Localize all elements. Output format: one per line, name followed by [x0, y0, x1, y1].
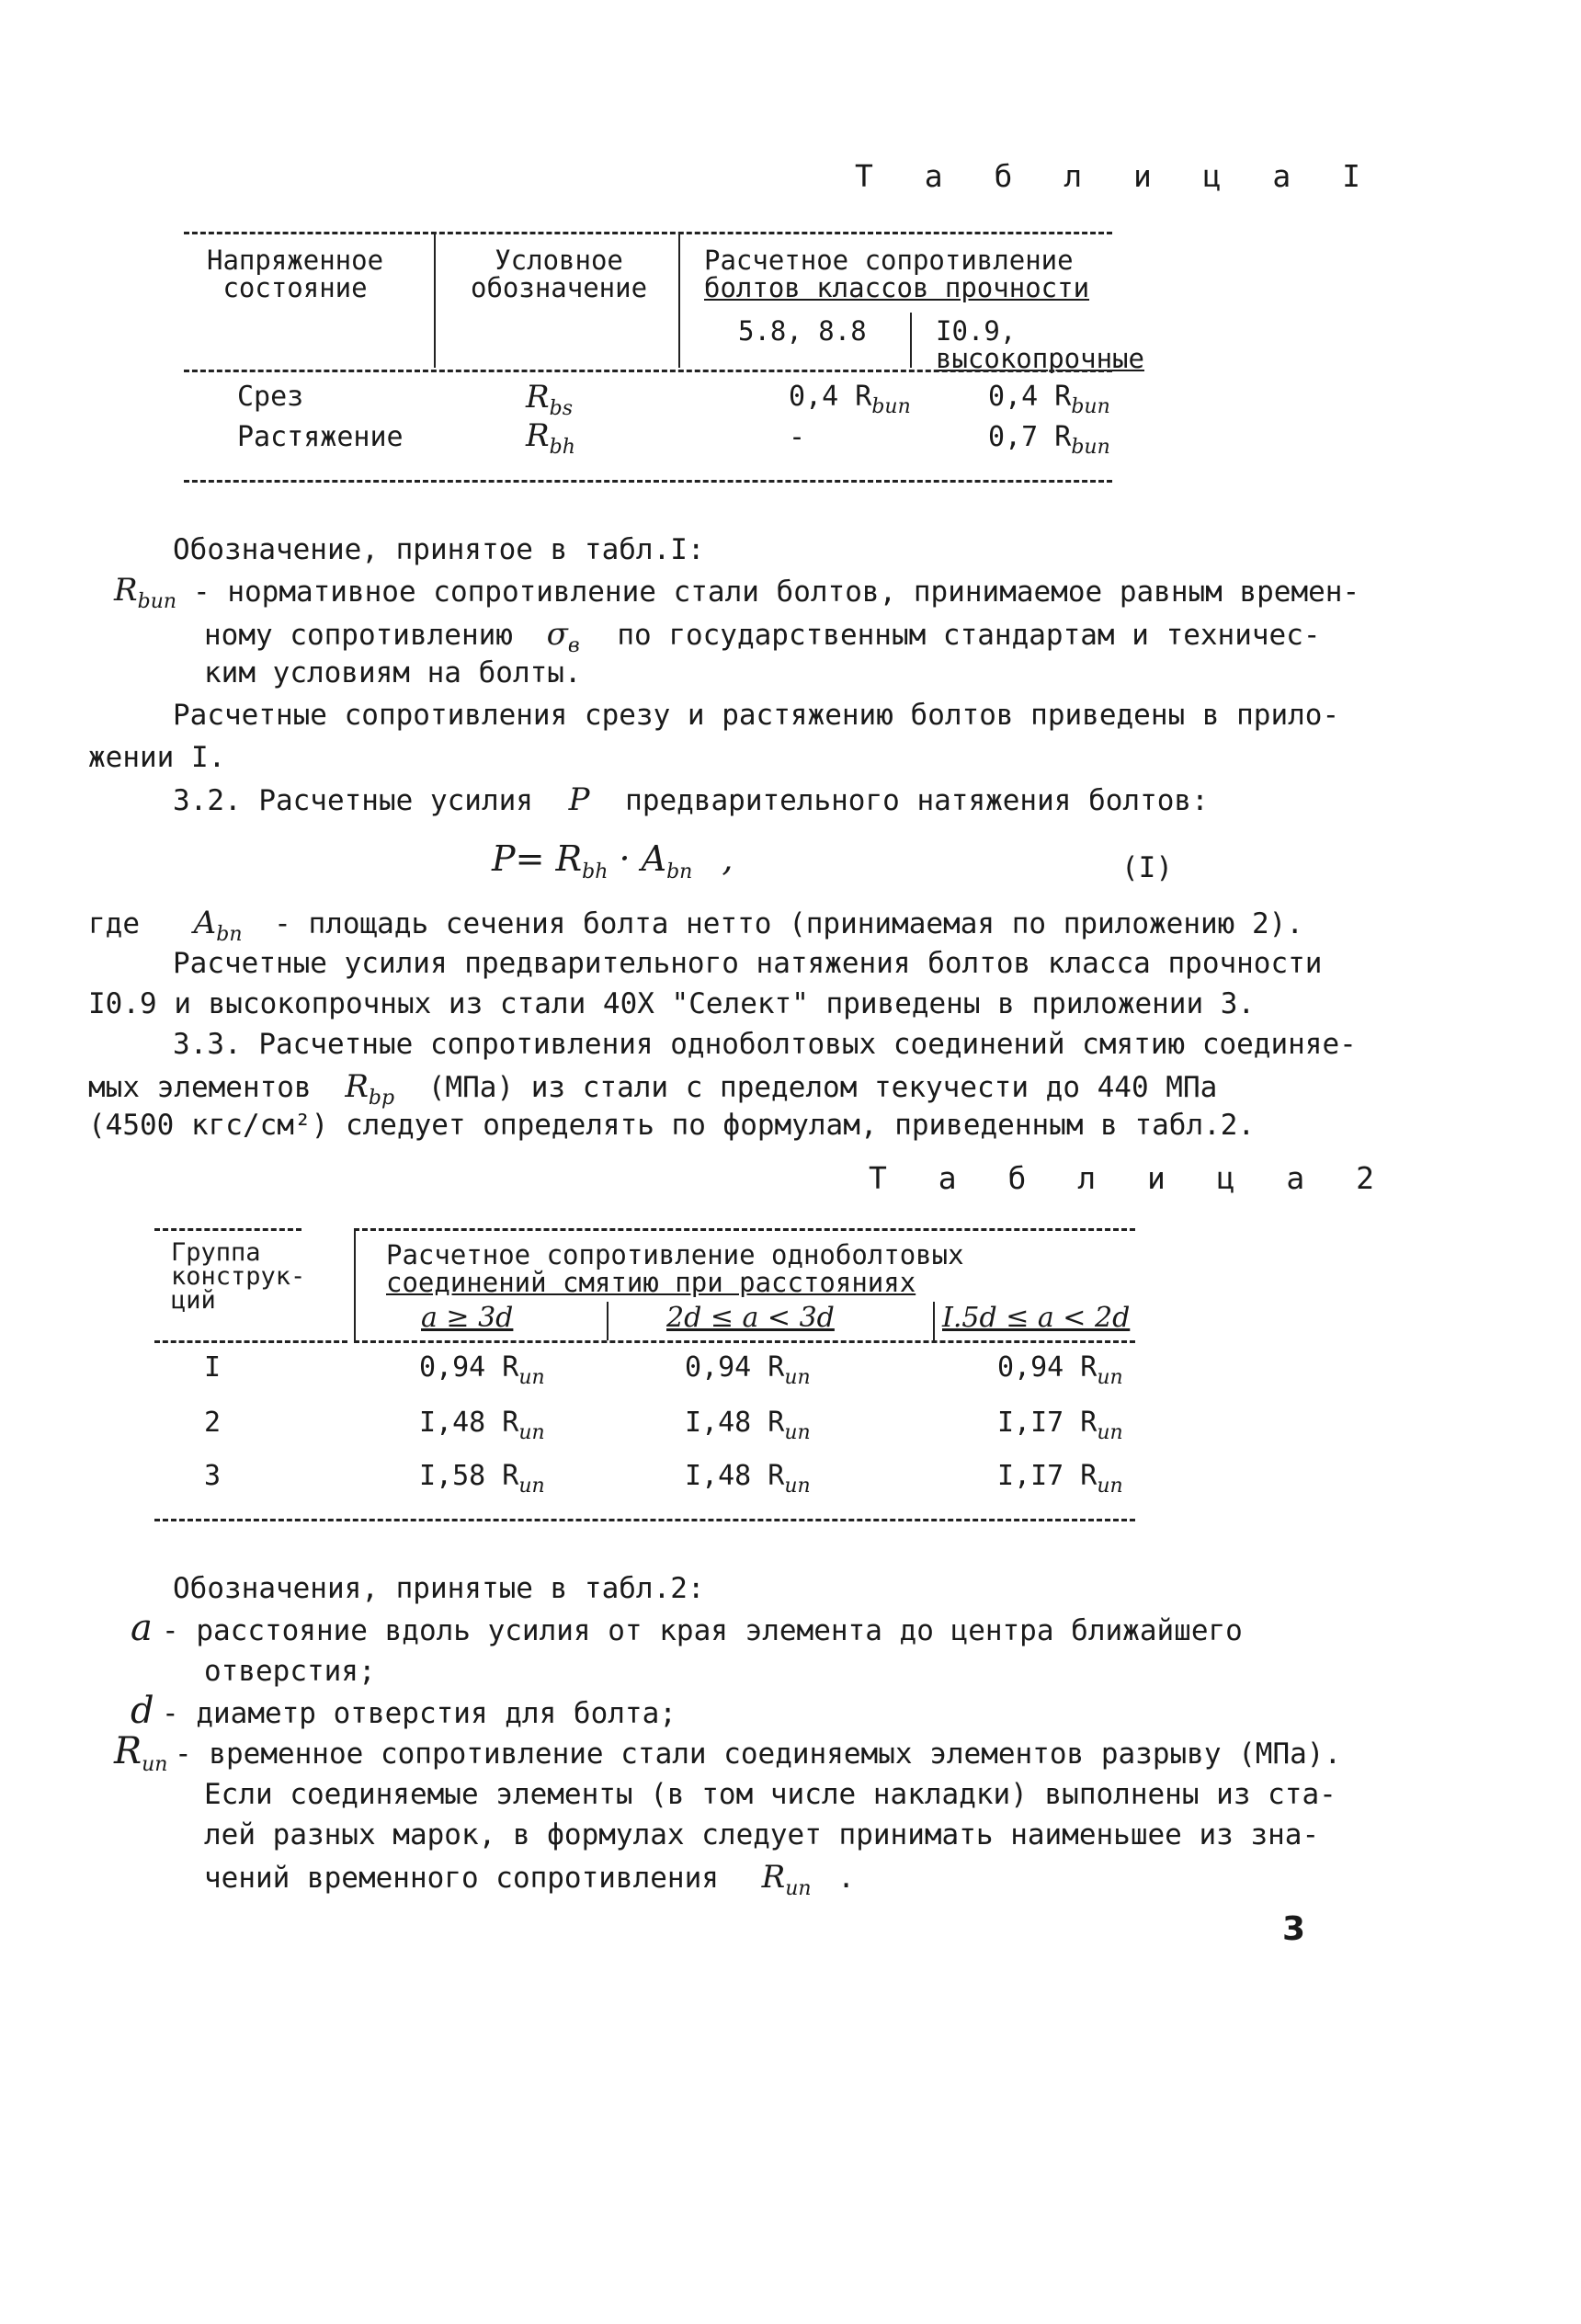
a-def-line2: отверстия; [204, 1655, 376, 1688]
para2 [173, 781, 1209, 818]
table2-header-group-line1: Группа [171, 1238, 261, 1267]
table2-header-rule-left [154, 1340, 347, 1343]
where-symbol [193, 905, 243, 946]
table1-row1-symbol-sub: bs [549, 397, 573, 420]
table2-header-group [171, 1238, 306, 1315]
rbun-symbol-sub: bun [137, 590, 177, 613]
table2-row2-c1 [419, 1407, 545, 1444]
table2-caption: Т а б л и ц а 2 [869, 1160, 1392, 1196]
para1-line1: Расчетные сопротивления срезу и растяжению болтов приведены в прило- [173, 699, 1340, 732]
where-symbol-main: A [193, 905, 217, 941]
table2-row2-c2-sub: un [784, 1421, 811, 1444]
para4-symbol-sub: bp [368, 1087, 395, 1110]
para4-line3: (4500 кгс/см²) следует определять по формулам, приведенным в табл.2. [88, 1109, 1256, 1142]
table2-row3-c2-sub: un [784, 1475, 811, 1498]
table1-row2-b-sub: bun [1071, 436, 1110, 459]
table1-divider-2 [678, 232, 680, 368]
table1-header-state-line1: Напряженное [207, 245, 384, 276]
table1-row1-a-sub: bun [871, 395, 911, 418]
table1-note-title: Обозначение, принятое в табл.I: [173, 533, 705, 566]
table2-row1-c1-sub: un [518, 1366, 545, 1389]
run-def-line2: Если соединяемые элементы (в том числе накладки) выполнены из ста- [204, 1778, 1336, 1811]
para2-b: предварительного натяжения болтов: [625, 784, 1209, 817]
table2-row2-c3-main: I,I7 R [997, 1407, 1098, 1439]
sigma-symbol [546, 616, 580, 657]
para4-line2-a: мых элементов [88, 1071, 312, 1104]
formula-1-number: (I) [1121, 851, 1173, 884]
table2-row3-c3-main: I,I7 R [997, 1460, 1098, 1492]
table2-row1-c2 [685, 1351, 811, 1389]
table2-row1-c3 [997, 1351, 1123, 1389]
rbun-def-line3: ким условиям на болты. [204, 656, 582, 689]
formula-1 [492, 838, 734, 883]
table2-divider-1 [354, 1228, 356, 1340]
table1-row2-b-main: 0,7 R [988, 421, 1072, 453]
rbun-symbol-main: R [114, 572, 138, 609]
table1-header-symbol-line2: обозначение [471, 272, 648, 303]
rbun-def-line2-b: по государственным стандартам и техничес- [617, 619, 1321, 652]
d-symbol: d [131, 1690, 154, 1732]
table2-row3-c1 [419, 1460, 545, 1498]
run-def-line1: - временное сопротивление стали соединяемых элементов разрыву (МПа). [175, 1737, 1342, 1771]
table1-header-state [207, 246, 383, 302]
table2-row3-c2-main: I,48 R [685, 1460, 785, 1492]
rbun-symbol [114, 572, 176, 613]
table2-row1-group: I [204, 1351, 222, 1384]
table1-row1-state: Срез [237, 381, 304, 413]
table2-row1-c2-sub: un [784, 1366, 811, 1389]
table1-row1-b-sub: bun [1071, 395, 1110, 418]
sigma-symbol-sub: в [567, 634, 580, 657]
table1-header-class-a: 5.8, 8.8 [738, 315, 867, 347]
para3-line2: I0.9 и высокопрочных из стали 40Х "Селект" приведены в приложении 3. [88, 987, 1256, 1020]
table1-header-symbol [471, 246, 647, 302]
table1-row1-b [988, 381, 1110, 418]
run-symbol [114, 1730, 167, 1776]
table2-header-resistance [386, 1241, 964, 1296]
table2-row2-c2-main: I,48 R [685, 1407, 785, 1439]
para3-line1: Расчетные усилия предварительного натяжения болтов класса прочности [173, 947, 1323, 980]
table1-row2-b [988, 421, 1110, 459]
table1-caption: Т а б л и ц а I [855, 158, 1378, 194]
run-def-line3: лей разных марок, в формулах следует принимать наименьшее из зна- [204, 1818, 1320, 1851]
page-number: 3 [1282, 1910, 1306, 1948]
where-b: - площадь сечения болта нетто (принимаемая по приложению 2). [274, 907, 1303, 940]
formula-1-mid: · A [608, 838, 667, 879]
table1-row1-a [789, 381, 911, 418]
table2-header-resistance-line2 [386, 1269, 964, 1296]
rbun-def-line1: - нормативное сопротивление стали болтов, принимаемое равным времен- [193, 575, 1360, 609]
table1-header-resistance [704, 246, 1089, 302]
table1-header-rule [184, 370, 1112, 372]
where-a: где [88, 907, 140, 940]
table2-row3-group: 3 [204, 1460, 222, 1492]
table1-header-class-b-line2-text: высокопрочные [936, 343, 1144, 374]
table1-header-resistance-line2-text: болтов классов прочности [704, 272, 1090, 303]
table1-row1-symbol [526, 379, 573, 420]
table1-row1-symbol-main: R [526, 379, 550, 416]
table2-header-col1: a ≥ 3d [421, 1302, 514, 1334]
a-def-line1: - расстояние вдоль усилия от края элемента до центра ближайшего [162, 1614, 1243, 1647]
table1-bottom-rule [184, 480, 1112, 483]
table2-header-resistance-line2-text: соединений смятию при расстояниях [386, 1267, 916, 1298]
para4-line1: 3.3. Расчетные сопротивления одноболтовых соединений смятию соединяе- [173, 1028, 1357, 1061]
formula-1-sub2: bn [666, 860, 693, 883]
table2-row3-c3 [997, 1460, 1123, 1498]
table1-header-resistance-line1: Расчетное сопротивление [704, 245, 1074, 276]
para4-symbol-main: R [345, 1068, 369, 1105]
para4-symbol [345, 1068, 395, 1110]
rbun-def-line2 [204, 616, 1321, 657]
sigma-symbol-main: σ [546, 616, 568, 653]
table2-row3-c3-sub: un [1097, 1475, 1123, 1498]
run-def-line4 [204, 1859, 855, 1900]
table2-header-col3: I.5d ≤ a < 2d [942, 1302, 1131, 1334]
table2-top-rule-right [354, 1228, 1135, 1231]
table1-top-rule [184, 232, 1112, 234]
table2-note-title: Обозначения, принятые в табл.2: [173, 1572, 705, 1605]
table2-header-col2: 2d ≤ a < 3d [666, 1302, 835, 1334]
table2-row3-c1-main: I,58 R [419, 1460, 519, 1492]
table1-row2-symbol [526, 417, 575, 459]
formula-1-sub1: bh [582, 860, 609, 883]
table2-row2-c2 [685, 1407, 811, 1444]
run-def-symbol [761, 1859, 812, 1900]
table1-header-state-line2: состояние [222, 272, 368, 303]
run-symbol-main: R [114, 1730, 142, 1772]
para4-line2 [88, 1068, 1217, 1110]
run-def-symbol-main: R [761, 1859, 786, 1896]
formula-1-lhs: P= R [492, 838, 583, 879]
run-def-line4-text: чений временного сопротивления [204, 1862, 719, 1895]
table2-row2-c1-sub: un [518, 1421, 545, 1444]
table1-row2-state: Растяжение [237, 421, 404, 453]
run-def-tail: . [837, 1862, 855, 1895]
table1-row1-a-main: 0,4 R [789, 381, 872, 413]
para2-symbol: P [568, 781, 590, 818]
table2-row1-c3-main: 0,94 R [997, 1351, 1098, 1384]
rbun-def-line2-a: ному сопротивлению [204, 619, 513, 652]
table2-header-group-line3: ций [171, 1286, 216, 1315]
table1-header-symbol-line1: Условное [495, 245, 623, 276]
table2-header-rule-right [354, 1340, 1135, 1343]
table1-header-resistance-line2 [704, 274, 1089, 302]
table2-row3-c1-sub: un [518, 1475, 545, 1498]
table2-bottom-rule [154, 1519, 1135, 1521]
table2-row1-c1 [419, 1351, 545, 1389]
table1-row1-b-main: 0,4 R [988, 381, 1072, 413]
where-symbol-sub: bn [216, 923, 243, 946]
table2-row2-c3-sub: un [1097, 1421, 1123, 1444]
para1-line2: жении I. [88, 741, 226, 774]
table1-divider-1 [434, 232, 436, 368]
table2-header-resistance-line1: Расчетное сопротивление одноболтовых [386, 1239, 964, 1270]
table2-row2-group: 2 [204, 1407, 222, 1439]
table1-row2-symbol-sub: bh [549, 436, 575, 459]
table2-row2-c3 [997, 1407, 1123, 1444]
table1-header-class-b [936, 317, 1144, 372]
table2-row1-c2-main: 0,94 R [685, 1351, 785, 1384]
run-symbol-sub: un [142, 1753, 168, 1776]
table2-row3-c2 [685, 1460, 811, 1498]
a-symbol: a [131, 1607, 153, 1649]
formula-1-tail: , [711, 838, 734, 879]
table2-header-group-line2: конструк- [171, 1262, 306, 1291]
table1-header-class-b-line1: I0.9, [936, 315, 1017, 347]
table2-top-rule-left [154, 1228, 301, 1231]
d-def: - диаметр отверстия для болта; [162, 1697, 677, 1730]
table2-row1-c3-sub: un [1097, 1366, 1123, 1389]
para4-line2-b: (МПа) из стали с пределом текучести до 440 МПа [427, 1071, 1218, 1104]
table2-divider-2 [607, 1302, 609, 1340]
table1-divider-3 [910, 313, 912, 368]
table2-row2-c1-main: I,48 R [419, 1407, 519, 1439]
where-line [88, 905, 1303, 946]
run-def-symbol-sub: un [785, 1877, 812, 1900]
table1-row2-a: - [789, 421, 806, 453]
table2-row1-c1-main: 0,94 R [419, 1351, 519, 1384]
table1-header-class-b-line2 [936, 345, 1144, 372]
para2-a: 3.2. Расчетные усилия [173, 784, 533, 817]
table2-divider-3 [933, 1302, 935, 1340]
table1-row2-symbol-main: R [526, 417, 550, 454]
